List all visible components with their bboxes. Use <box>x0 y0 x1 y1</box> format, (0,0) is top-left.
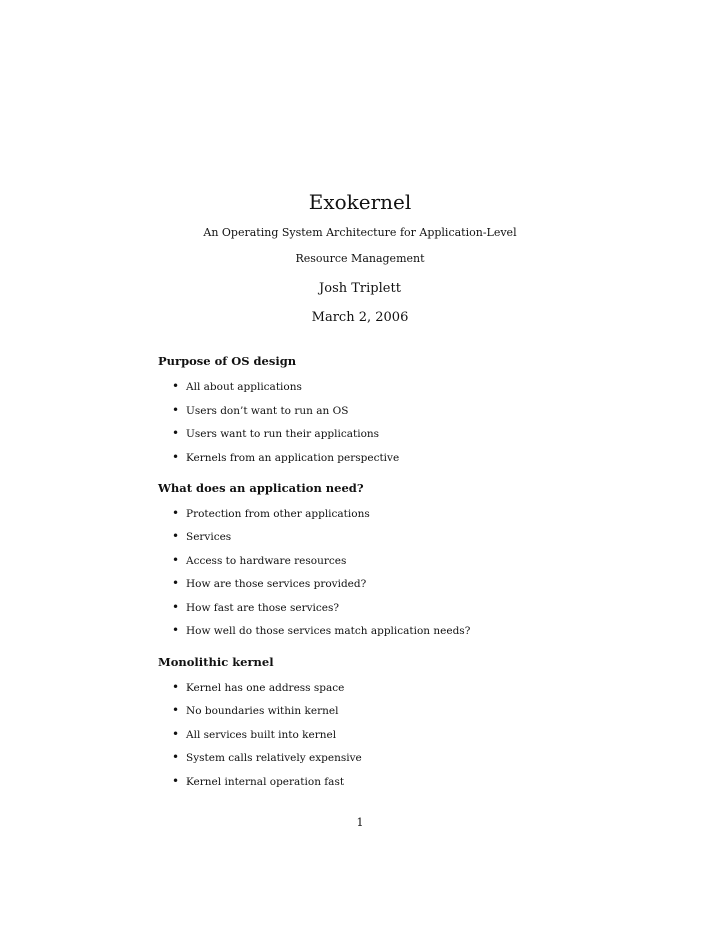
list-item <box>172 426 379 441</box>
section-heading-application-needs: What does an application need? <box>158 481 364 495</box>
list-item-text: Kernel has one address space <box>186 682 345 694</box>
section-heading-purpose: Purpose of OS design <box>158 354 297 368</box>
list-item <box>172 506 370 521</box>
document-subtitle: An Operating System Architecture for Application-Level Resource Management <box>203 226 517 265</box>
list-item <box>172 576 366 591</box>
list-item <box>172 774 344 789</box>
list-item <box>172 750 362 765</box>
bullet-icon: • <box>172 426 180 440</box>
bullet-icon: • <box>172 750 180 764</box>
list-item <box>172 727 336 742</box>
bullet-icon: • <box>172 576 180 590</box>
list-item <box>172 379 302 394</box>
bullet-icon: • <box>172 680 180 694</box>
list-item-text: Protection from other applications <box>186 508 370 520</box>
list-item <box>172 600 339 615</box>
list-item-text: Services <box>186 531 232 543</box>
list-item-text: All services built into kernel <box>186 729 337 741</box>
list-item-text: All about applications <box>186 381 302 393</box>
list-item-text: Users don’t want to run an OS <box>186 405 349 417</box>
list-item-text: Users want to run their applications <box>186 428 380 440</box>
list-item <box>172 703 338 718</box>
document-title: Exokernel <box>308 190 412 214</box>
list-item-text: System calls relatively expensive <box>186 752 362 764</box>
list-item <box>172 553 346 568</box>
bullet-icon: • <box>172 529 180 543</box>
bullet-icon: • <box>172 727 180 741</box>
bullet-icon: • <box>172 703 180 717</box>
section-heading-monolithic-kernel: Monolithic kernel <box>158 655 274 669</box>
bullet-icon: • <box>172 379 180 393</box>
list-item <box>172 529 231 544</box>
list-item-text: Kernels from an application perspective <box>186 452 400 464</box>
list-item <box>172 623 470 638</box>
page-number: 1 <box>356 816 364 829</box>
bullet-icon: • <box>172 450 180 464</box>
list-item-text: How well do those services match application needs? <box>186 625 471 637</box>
list-item-text: How fast are those services? <box>186 602 339 614</box>
list-item <box>172 450 399 465</box>
bullet-icon: • <box>172 600 180 614</box>
document-date: March 2, 2006 <box>311 310 409 325</box>
bullet-icon: • <box>172 553 180 567</box>
list-item-text: Kernel internal operation fast <box>186 776 345 788</box>
list-item-text: No boundaries within kernel <box>186 705 339 717</box>
bullet-icon: • <box>172 506 180 520</box>
bullet-icon: • <box>172 623 180 637</box>
list-item <box>172 680 344 695</box>
document-author: Josh Triplett <box>319 281 401 296</box>
list-item-text: Access to hardware resources <box>186 555 347 567</box>
bullet-icon: • <box>172 403 180 417</box>
bullet-icon: • <box>172 774 180 788</box>
list-item <box>172 403 348 418</box>
list-item-text: How are those services provided? <box>186 578 367 590</box>
